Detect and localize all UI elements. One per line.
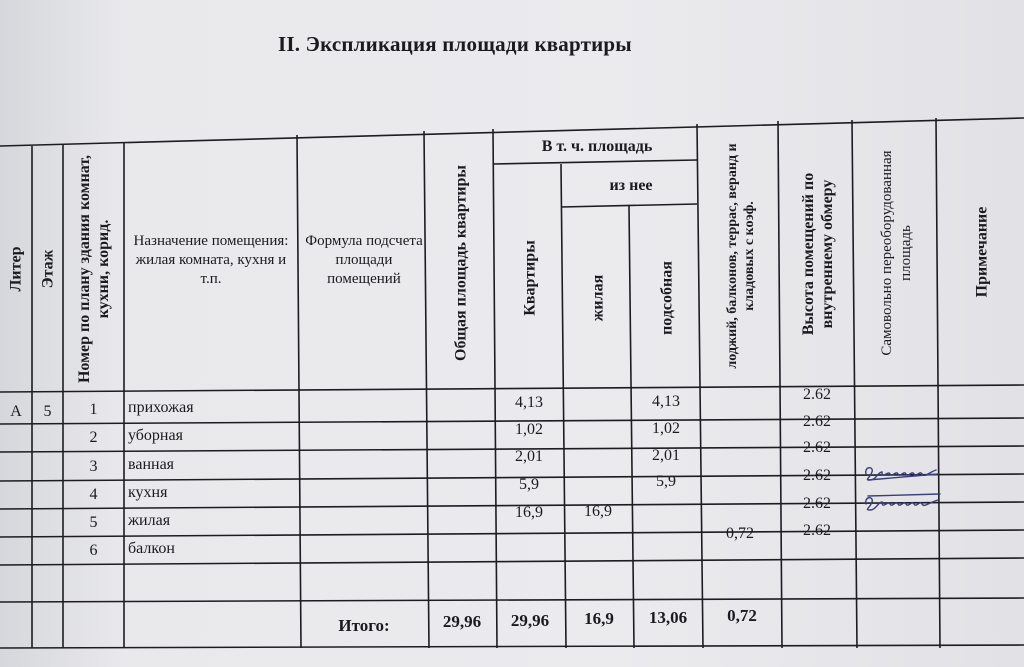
cell-loggia-area: 0,72	[726, 525, 754, 542]
cell-apartment-area: 16,9	[515, 504, 543, 521]
header-liter: Литер	[7, 246, 25, 292]
cell-floor: 5	[43, 403, 52, 420]
header-loggias: лоджий, балконов, террас, веранд и кладовых с коэф.	[725, 143, 757, 369]
totals-label: Итого:	[338, 616, 390, 635]
header-auxiliary: подсобная	[658, 261, 676, 335]
header-unauthorized: Самовольно переоборудованная площадь	[879, 150, 914, 356]
cell-living-area: 16,9	[584, 503, 612, 520]
header-height: Высота помещений по внутреннему обмеру	[800, 172, 836, 336]
cell-room-number: 5	[89, 514, 98, 531]
handwritten-mark-icon	[860, 458, 950, 518]
cell-room-number: 1	[89, 401, 98, 418]
cell-apartment-area: 2,01	[515, 448, 543, 465]
cell-room-name: жилая	[128, 512, 171, 529]
cell-auxiliary-area: 1,02	[652, 420, 680, 437]
cell-room-number: 6	[89, 542, 98, 559]
cell-room-number: 2	[89, 429, 98, 446]
header-living: жилая	[589, 274, 607, 322]
cell-room-name: ванная	[128, 456, 175, 473]
cell-height: 2.62	[803, 467, 831, 484]
cell-room-name: прихожая	[128, 399, 194, 416]
cell-auxiliary-area: 4,13	[652, 393, 680, 410]
cell-room-name: балкон	[128, 540, 175, 557]
cell-apartment-area: 1,02	[515, 421, 543, 438]
cell-room-name: кухня	[128, 484, 168, 501]
totals-living-area: 16,9	[584, 609, 614, 628]
cell-height: 2.62	[803, 495, 831, 512]
cell-liter: А	[10, 403, 22, 420]
header-apartments: Квартиры	[521, 239, 539, 316]
cell-apartment-area: 5,9	[519, 476, 539, 493]
totals-apartment-area: 29,96	[510, 611, 550, 630]
cell-auxiliary-area: 5,9	[656, 473, 676, 490]
totals-loggia-area: 0,72	[727, 606, 757, 625]
header-purpose: Назначение помещения: жилая комната, кухня и т.п.	[133, 232, 289, 287]
header-including-area: В т. ч. площадь	[541, 137, 653, 155]
cell-height: 2.62	[803, 413, 831, 430]
header-floor: Этаж	[39, 249, 56, 289]
cell-auxiliary-area: 2,01	[652, 447, 680, 464]
cell-room-number: 3	[89, 458, 98, 475]
cell-room-number: 4	[89, 486, 98, 503]
header-note: Примечание	[973, 206, 990, 298]
totals-total-area: 29,96	[442, 612, 482, 631]
totals-auxiliary-area: 13,06	[648, 608, 688, 627]
cell-room-name: уборная	[128, 427, 183, 444]
document-title: II. Экспликация площади квартиры	[278, 32, 632, 56]
header-of-which: из нее	[609, 176, 653, 194]
cell-height: 2.62	[803, 439, 831, 456]
cell-apartment-area: 4,13	[515, 394, 543, 411]
cell-height: 2.62	[803, 522, 831, 539]
header-formula: Формула подсчета площади помещений	[305, 232, 423, 287]
header-total-area: Общая площадь квартиры	[452, 165, 470, 361]
header-room-number: Номер по плану здания комнат, кухни, корид.	[75, 154, 112, 383]
cell-height: 2.62	[803, 386, 831, 403]
